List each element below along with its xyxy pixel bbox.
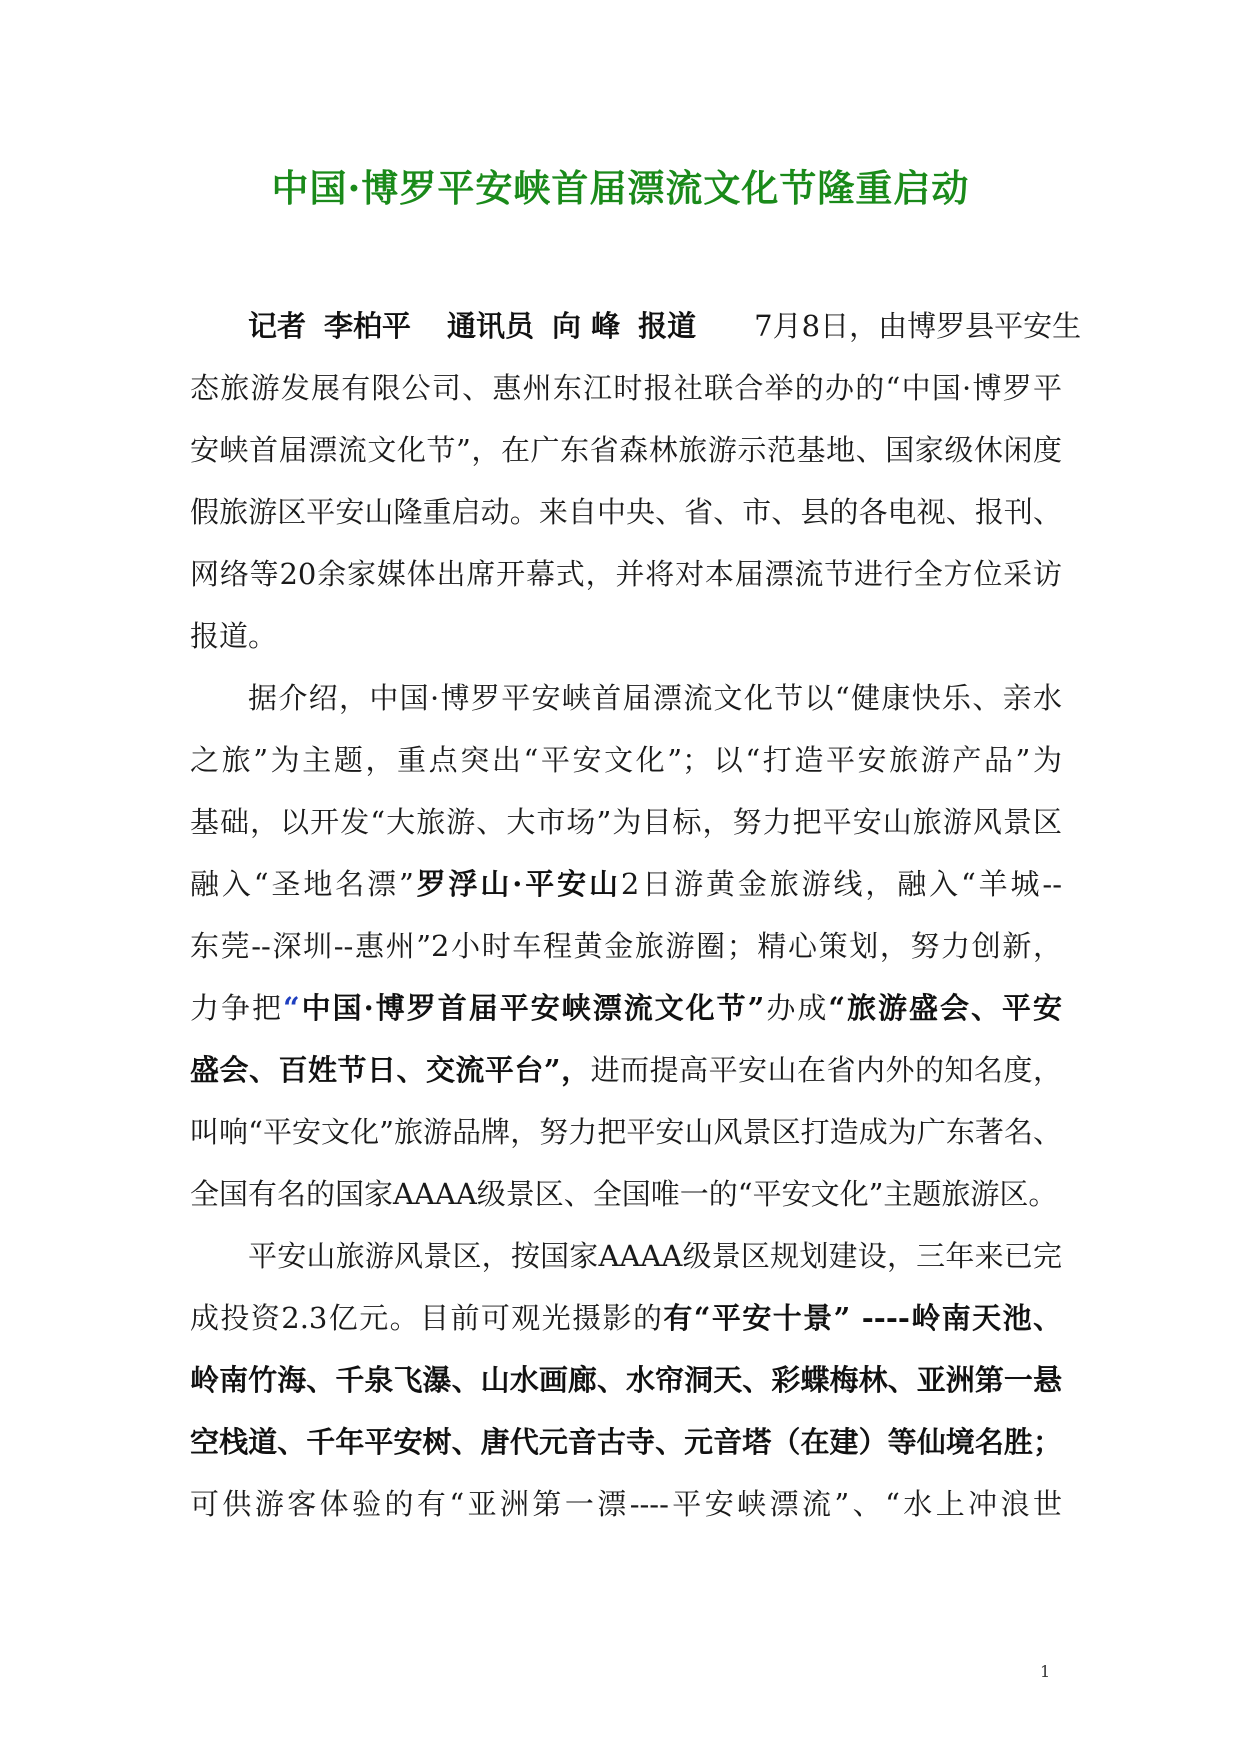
p3-l3-bold: 岭南竹海、千泉飞瀑、山水画廊、水帘洞天、彩蝶梅林、亚洲第一悬 — [190, 1363, 1062, 1397]
p1-line-3: 安峡首届漂流文化节”，在广东省森林旅游示范基地、国家级休闲度 — [190, 433, 1062, 467]
byline-report: 报道 — [638, 309, 697, 343]
article-title: 中国·博罗平安峡首届漂流文化节隆重启动 — [271, 166, 970, 210]
p2-line-9: 全国有名的国家AAAA级景区、全国唯一的“平安文化”主题旅游区。 — [190, 1177, 1058, 1211]
p2-l7-bold: 盛会、百姓节日、交流平台”， — [190, 1053, 591, 1087]
p1-text-1: 7月8日，由博罗县平安生 — [754, 309, 1082, 343]
p1-line-6: 报道。 — [190, 619, 278, 653]
p3-line-4 — [190, 1411, 1062, 1473]
p3-l2-a: 成投资2.3亿元。目前可观光摄影的 — [190, 1301, 664, 1335]
p2-line-1: 据介绍，中国·博罗平安峡首届漂流文化节以“健康快乐、亲水 — [248, 681, 1062, 715]
p1-line-5: 网络等20余家媒体出席开幕式，并将对本届漂流节进行全方位采访 — [190, 557, 1062, 591]
p2-line-2: 之旅”为主题，重点突出“平安文化”；以“打造平安旅游产品”为 — [190, 743, 1062, 777]
byline-reporter: 记者 — [248, 309, 307, 343]
p1-line-4: 假旅游区平安山隆重启动。来自中央、省、市、县的各电视、报刊、 — [190, 495, 1062, 529]
p2-l4-a: 融入“圣地名漂” — [190, 867, 414, 901]
byline-reporter-name: 李柏平 — [324, 309, 412, 343]
p2-l6-a: 力争把 — [190, 991, 283, 1025]
p2-l4-c: 2日游黄金旅游线，融入“羊城-- — [620, 867, 1062, 901]
page-number: 1 — [1040, 1662, 1051, 1681]
p2-line-4 — [190, 853, 1062, 915]
p2-line-6 — [190, 977, 1062, 1039]
p3-line-2 — [190, 1287, 1062, 1349]
byline-correspondent-name: 向 峰 — [552, 309, 621, 343]
p1-line-2: 态旅游发展有限公司、惠州东江时报社联合举的办的“中国·博罗平 — [190, 371, 1062, 405]
p3-line-3 — [190, 1349, 1062, 1411]
p2-line-3: 基础，以开发“大旅游、大市场”为目标，努力把平安山旅游风景区 — [190, 805, 1062, 839]
p3-line-5: 可供游客体验的有“亚洲第一漂----平安峡漂流”、“水上冲浪世 — [190, 1487, 1062, 1521]
p2-l6-d: 办成 — [764, 991, 829, 1025]
p2-l6-quote: “ — [282, 991, 300, 1025]
p2-line-5: 东莞--深圳--惠州”2小时车程黄金旅游圈；精心策划，努力创新， — [190, 929, 1062, 963]
p2-l7-b: 进而提高平安山在省内外的知名度， — [590, 1053, 1062, 1087]
p1-line-1 — [190, 295, 1082, 357]
p2-line-8: 叫响“平安文化”旅游品牌，努力把平安山风景区打造成为广东著名、 — [190, 1115, 1062, 1149]
article-body — [190, 295, 1082, 1535]
p2-l4-bold: 罗浮山·平安山 — [413, 867, 621, 901]
p2-l6-bold: 中国·博罗首届平安峡漂流文化节” — [299, 991, 765, 1025]
p3-l4-bold: 空栈道、千年平安树、唐代元音古寺、元音塔（在建）等仙境名胜； — [190, 1425, 1062, 1459]
p2-line-7 — [190, 1039, 1062, 1101]
p3-l2-bold: 有“平安十景” ----岭南天池、 — [663, 1301, 1063, 1335]
byline-correspondent: 通讯员 — [447, 309, 535, 343]
p2-l6-bold-2: “旅游盛会、平安 — [828, 991, 1062, 1025]
p3-line-1: 平安山旅游风景区，按国家AAAA级景区规划建设，三年来已完 — [248, 1239, 1062, 1273]
